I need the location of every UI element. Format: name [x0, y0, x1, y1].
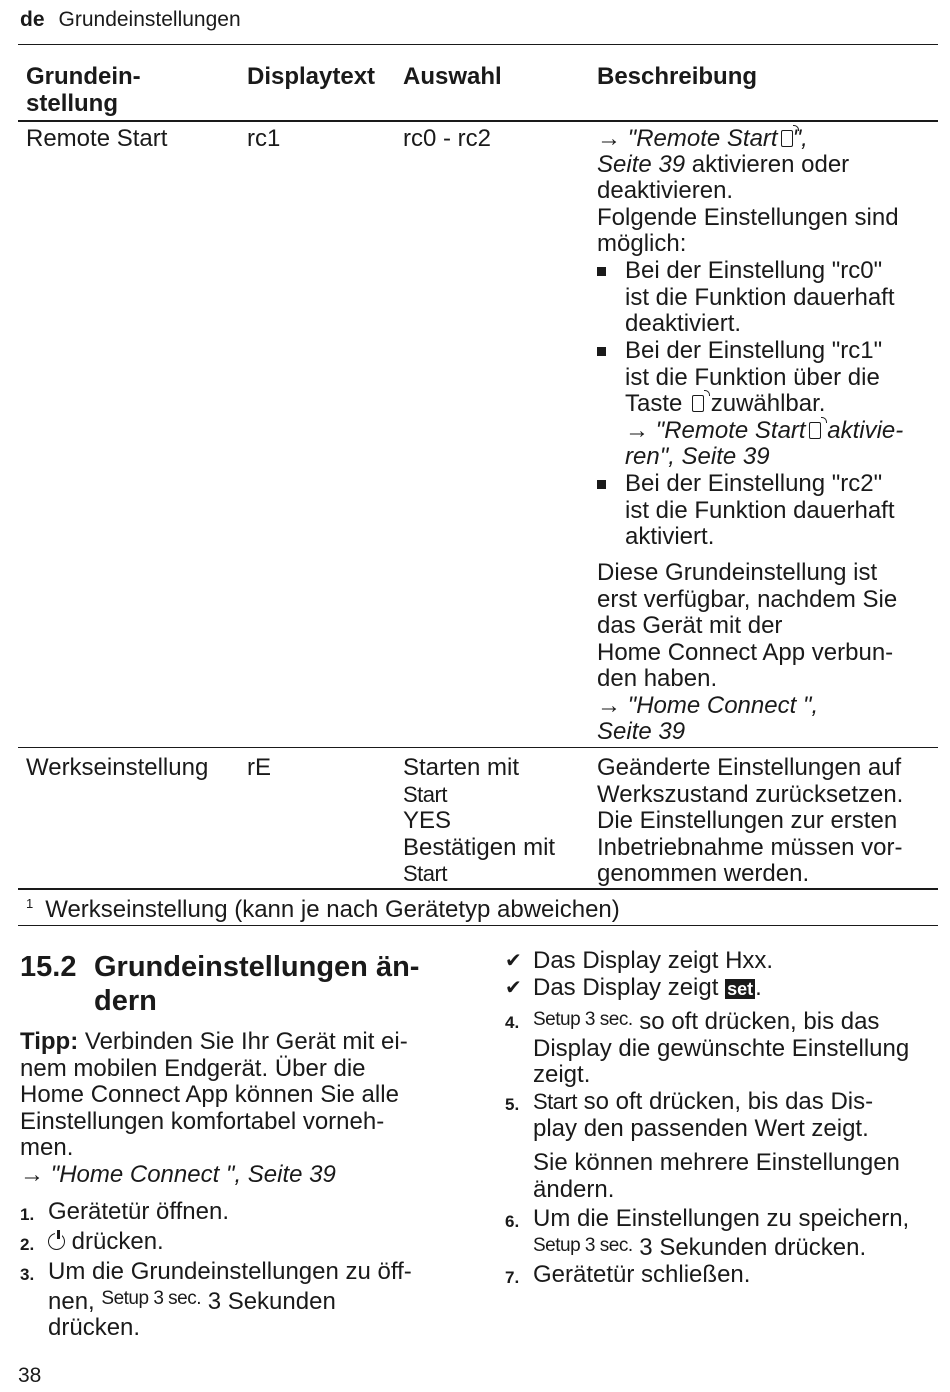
step-text	[48, 1229, 164, 1256]
step-4-l2: Display die gewünschte Einstellung	[533, 1034, 910, 1062]
step-text	[533, 1206, 909, 1261]
b3-l2: ist die Funktion dauerhaft	[625, 496, 895, 524]
th-setting-l1: Grundein-	[26, 63, 141, 90]
check-text	[533, 975, 762, 1003]
step-text: Gerätetür öffnen.	[48, 1198, 230, 1225]
check-icon: ✔	[505, 977, 522, 999]
link-text: → "Remote Start	[597, 125, 778, 152]
bullet-rc0	[597, 258, 937, 338]
row2-options	[403, 755, 555, 888]
table-footnote	[26, 896, 620, 924]
note-l5: den haben.	[597, 665, 718, 692]
row1-desc-line3: deaktivieren.	[597, 177, 734, 204]
row2-setting: Werkseinstellung	[26, 754, 209, 781]
row2-desc-l1: Geänderte Einstellungen auf	[597, 754, 902, 781]
row1-desc-line5: möglich:	[597, 230, 687, 257]
opt-l1: Starten mit	[403, 754, 520, 781]
home-connect-link-page[interactable]: Seite 39	[597, 718, 686, 745]
home-connect-link[interactable]: → "Home Connect ",	[597, 691, 819, 719]
check-2	[505, 975, 945, 1002]
check-1	[505, 948, 945, 975]
b2-link-text2: aktivie-	[820, 416, 904, 444]
row2-desc	[597, 755, 903, 888]
start-key-label: Start	[403, 781, 447, 807]
step-4-l3: zeigt.	[533, 1061, 591, 1088]
b2-link-text: → "Remote Start	[625, 416, 806, 444]
language-code: de	[20, 8, 45, 31]
tip-l1	[20, 1029, 460, 1056]
step-3-l3: drücken.	[48, 1314, 141, 1341]
remote-start-icon	[692, 395, 704, 412]
start-key-label: Start	[533, 1089, 577, 1114]
tip-l4: Einstellungen komfortabel vorneh-	[20, 1107, 385, 1135]
step-4-l1	[533, 1007, 909, 1036]
step-6	[505, 1206, 945, 1260]
page-header	[20, 8, 241, 32]
step-number: 2.	[20, 1235, 35, 1254]
note-l4: Home Connect App verbun-	[597, 638, 894, 666]
check-icon: ✔	[505, 950, 522, 972]
row-separator	[18, 747, 938, 748]
row2-display: rE	[247, 754, 271, 781]
step-number: 7.	[505, 1268, 520, 1287]
opt-l4: Bestätigen mit	[403, 833, 556, 861]
b1-l2: ist die Funktion dauerhaft	[625, 283, 895, 311]
step-5-note	[505, 1150, 945, 1204]
power-icon	[48, 1233, 65, 1250]
b3-l1: Bei der Einstellung "rc2"	[625, 470, 883, 497]
row2-desc-l5: genommen werden.	[597, 860, 810, 887]
table-header-rule	[18, 120, 938, 122]
b1-l3: deaktiviert.	[625, 310, 742, 337]
step-5-text: so oft drücken, bis das Dis-	[583, 1088, 874, 1115]
b2-taste: Taste	[625, 390, 683, 417]
step-6-text: 3 Sekunden drücken.	[639, 1233, 867, 1261]
check-2-period: .	[755, 974, 762, 1001]
step-2	[20, 1229, 460, 1256]
b2-l2: ist die Funktion über die	[625, 363, 880, 391]
check-2-text: Das Display zeigt	[533, 974, 719, 1001]
section-title-l1: Grundeinstellungen än-	[94, 951, 420, 983]
step-text	[533, 1150, 900, 1203]
b2-zuwaehlbar: zuwählbar.	[704, 390, 826, 417]
th-display: Displaytext	[247, 63, 376, 90]
note-l1: Diese Grundeinstellung ist	[597, 559, 878, 586]
row2-desc-l3: Die Einstellungen zur ersten	[597, 807, 898, 834]
bullet-text	[625, 258, 895, 338]
bullet-rc1	[597, 338, 937, 470]
step-1	[20, 1199, 460, 1226]
row1-options: rc0 - rc2	[403, 125, 492, 152]
setup-key-label: Setup 3 sec.	[101, 1287, 202, 1309]
section-title-l2: dern	[94, 985, 157, 1017]
step-text	[48, 1259, 412, 1342]
table-bottom-rule	[18, 888, 938, 890]
header-rule	[18, 44, 938, 45]
step-number: 6.	[505, 1212, 520, 1231]
bullet-rc2	[597, 471, 937, 551]
step-3-l1: Um die Grundeinstellungen zu öff-	[48, 1258, 412, 1285]
footnote-text: Werkseinstellung (kann je nach Gerätetyp abweichen)	[45, 896, 620, 923]
step-4-text: so oft drücken, bis das	[639, 1008, 880, 1035]
th-setting	[26, 64, 141, 117]
bullet-text	[625, 471, 895, 551]
link-text-end: ",	[792, 125, 808, 152]
tip-l3: Home Connect App können Sie alle	[20, 1081, 399, 1108]
note-l2: ändern.	[533, 1175, 615, 1203]
row2-desc-l4: Inbetriebnahme müssen vor-	[597, 833, 903, 861]
b2-l3	[625, 391, 903, 418]
bullet-square	[597, 267, 606, 276]
step-2-text: drücken.	[71, 1228, 164, 1255]
setup-key-label: Setup 3 sec.	[533, 1009, 633, 1030]
page-number: 38	[18, 1364, 42, 1387]
tip-l5: men.	[20, 1134, 74, 1161]
section-title	[94, 950, 474, 1018]
step-number: 5.	[505, 1095, 520, 1114]
note-l3: das Gerät mit der	[597, 612, 783, 639]
remote-start-icon	[781, 130, 793, 147]
step-number: 3.	[20, 1265, 35, 1284]
bullet-text	[625, 338, 903, 471]
step-5-l1	[533, 1089, 873, 1116]
check-text: Das Display zeigt Hxx.	[533, 947, 774, 974]
b2-link-page[interactable]: ren", Seite 39	[625, 443, 770, 470]
step-text	[533, 1007, 909, 1089]
footnote-rule	[18, 925, 938, 926]
footnote-mark: 1	[26, 896, 34, 911]
desc-text: aktivieren oder	[685, 151, 850, 178]
step-5-l2: play den passenden Wert zeigt.	[533, 1114, 869, 1142]
remote-start-icon	[809, 422, 821, 439]
row1-desc-line4: Folgende Einstellungen sind	[597, 204, 899, 231]
th-description: Beschreibung	[597, 63, 758, 90]
step-3-seconds: 3 Sekunden	[207, 1287, 336, 1315]
section-number: 15.2	[20, 951, 77, 983]
b2-l1: Bei der Einstellung "rc1"	[625, 337, 883, 364]
row1-note	[597, 560, 897, 746]
header-section-title: Grundeinstellungen	[58, 8, 241, 31]
th-setting-l2: stellung	[26, 89, 119, 117]
step-text	[533, 1089, 873, 1142]
step-6-l2	[533, 1233, 909, 1262]
tip-label: Tipp:	[20, 1028, 79, 1055]
row1-setting: Remote Start	[26, 125, 168, 152]
link-page[interactable]: Seite 39	[597, 151, 686, 178]
row2-desc-l2: Werkszustand zurücksetzen.	[597, 780, 904, 808]
th-options: Auswahl	[403, 63, 502, 90]
tip-paragraph	[20, 1029, 460, 1188]
b2-link[interactable]	[625, 418, 903, 445]
row1-desc-line2	[597, 152, 849, 179]
note-l1: Sie können mehrere Einstellungen	[533, 1149, 900, 1176]
step-3-nen: nen,	[48, 1287, 95, 1315]
setup-key-label: Setup 3 sec.	[533, 1234, 633, 1256]
b3-l3: aktiviert.	[625, 523, 715, 550]
step-6-l1: Um die Einstellungen zu speichern,	[533, 1205, 910, 1232]
step-4	[505, 1007, 945, 1087]
step-7	[505, 1262, 945, 1289]
opt-yes: YES	[403, 807, 452, 834]
step-3	[20, 1259, 460, 1339]
step-5	[505, 1089, 945, 1143]
start-key-label: Start	[403, 861, 447, 886]
b1-l1: Bei der Einstellung "rc0"	[625, 257, 883, 284]
step-number: 4.	[505, 1013, 520, 1032]
row1-link-remote-start[interactable]	[597, 126, 808, 153]
tip-link[interactable]: → "Home Connect ", Seite 39	[20, 1160, 336, 1188]
tip-text: Verbinden Sie Ihr Gerät mit ei-	[78, 1028, 408, 1055]
row1-display: rc1	[247, 125, 281, 152]
step-3-l2	[48, 1286, 412, 1316]
bullet-square	[597, 480, 606, 489]
note-l2: erst verfügbar, nachdem Sie	[597, 585, 898, 613]
step-text: Gerätetür schließen.	[533, 1261, 751, 1288]
tip-l2: nem mobilen Endgerät. Über die	[20, 1054, 366, 1082]
bullet-square	[597, 347, 606, 356]
display-set-symbol: set	[727, 979, 754, 999]
step-number: 1.	[20, 1205, 35, 1224]
